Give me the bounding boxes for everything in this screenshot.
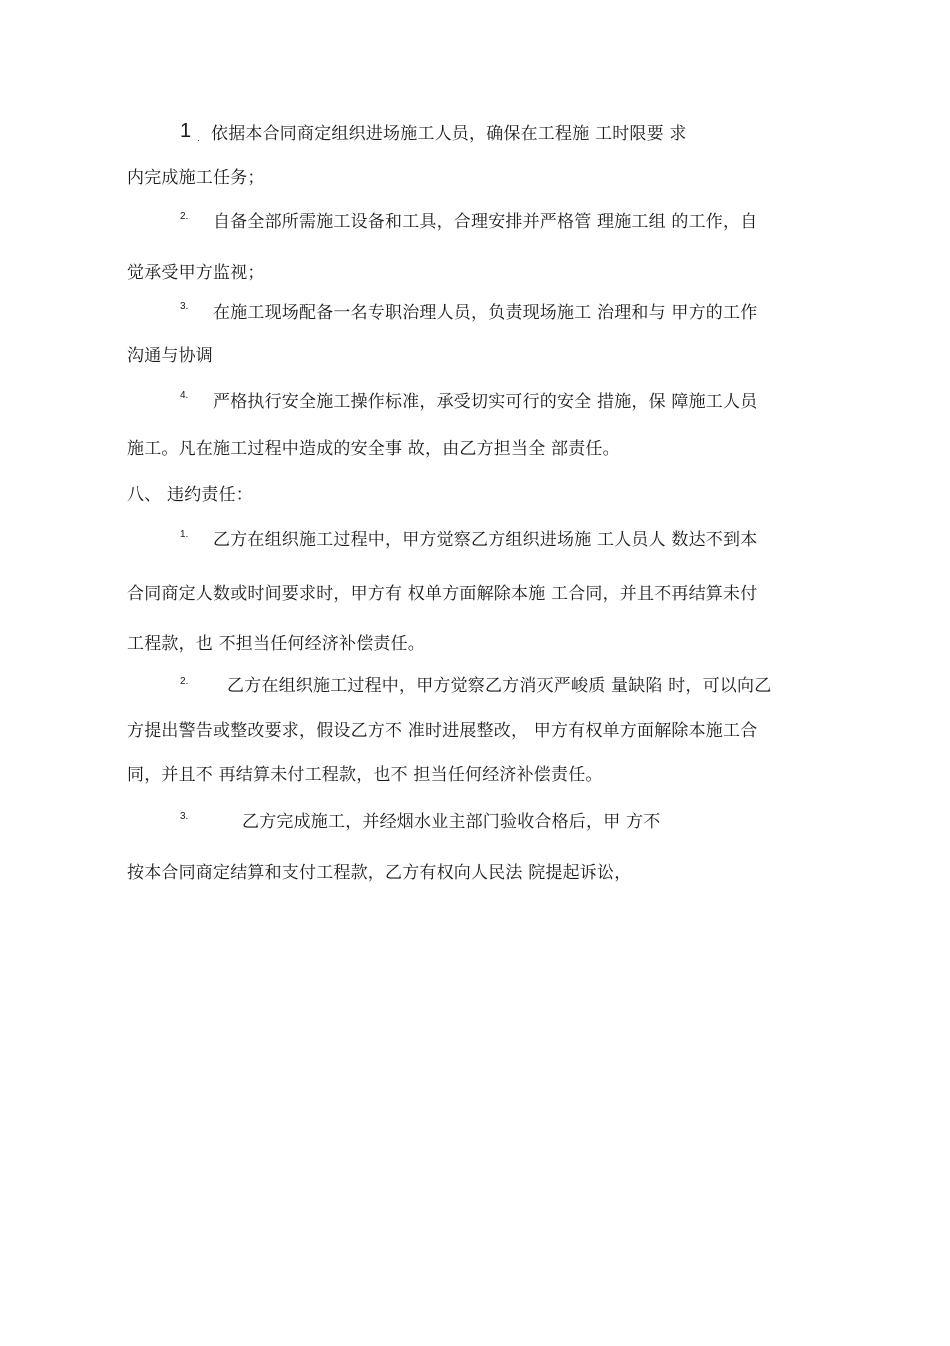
item-3-marker: 3.	[180, 301, 189, 312]
liability-1-marker: 1.	[180, 529, 189, 540]
item-4-marker: 4.	[180, 390, 189, 401]
item-2-line-2: 觉承受甲方监视；	[127, 263, 265, 283]
item-4-line-1: 严格执行安全施工操作标准，承受切实可行的安全 措施，保 障施工人员	[213, 392, 758, 412]
liability-1-line-2: 合同商定人数或时间要求时，甲方有 权单方面解除本施 工合同，并且不再结算未付	[127, 584, 758, 604]
item-1-line-1: 依据本合同商定组织进场施工人员，确保在工程施 工时限要 求	[211, 124, 687, 144]
item-3-line-2: 沟通与协调	[127, 346, 213, 366]
item-2-line-1: 自备全部所需施工设备和工具，合理安排并严格管 理施工组 的工作，自	[213, 212, 758, 232]
liability-3-line-1: 乙方完成施工，并经烟水业主部门验收合格后，甲 方不	[242, 812, 661, 832]
liability-2-line-1: 乙方在组织施工过程中，甲方觉察乙方消灭严峻质 量缺陷 时，可以向乙	[227, 676, 772, 696]
liability-3-line-2: 按本合同商定结算和支付工程款，乙方有权向人民法 院提起诉讼，	[127, 863, 632, 883]
liability-3-marker: 3.	[180, 811, 189, 822]
item-1-dot: .	[197, 134, 200, 144]
item-1-line-2: 内完成施工任务；	[127, 168, 265, 188]
liability-2-line-3: 同，并且不 再结算未付工程款，也不 担当任何经济补偿责任。	[127, 765, 603, 785]
liability-2-line-2: 方提出警告或整改要求，假设乙方不 准时进展整改， 甲方有权单方面解除本施工合	[127, 721, 758, 741]
item-3-line-1: 在施工现场配备一名专职治理人员，负责现场施工 治理和与 甲方的工作	[213, 303, 758, 323]
liability-2-marker: 2.	[180, 676, 189, 687]
item-2-marker: 2.	[180, 211, 189, 222]
liability-1-line-3: 工程款，也 不担当任何经济补偿责任。	[127, 634, 426, 654]
liability-1-line-1: 乙方在组织施工过程中，甲方觉察乙方组织进场施 工人员人 数达不到本	[213, 530, 758, 550]
item-4-line-2: 施工。凡在施工过程中造成的安全事 故，由乙方担当全 部责任。	[127, 439, 620, 459]
section-heading: 八、 违约责任：	[127, 485, 254, 505]
item-1-marker: 1	[180, 120, 192, 142]
